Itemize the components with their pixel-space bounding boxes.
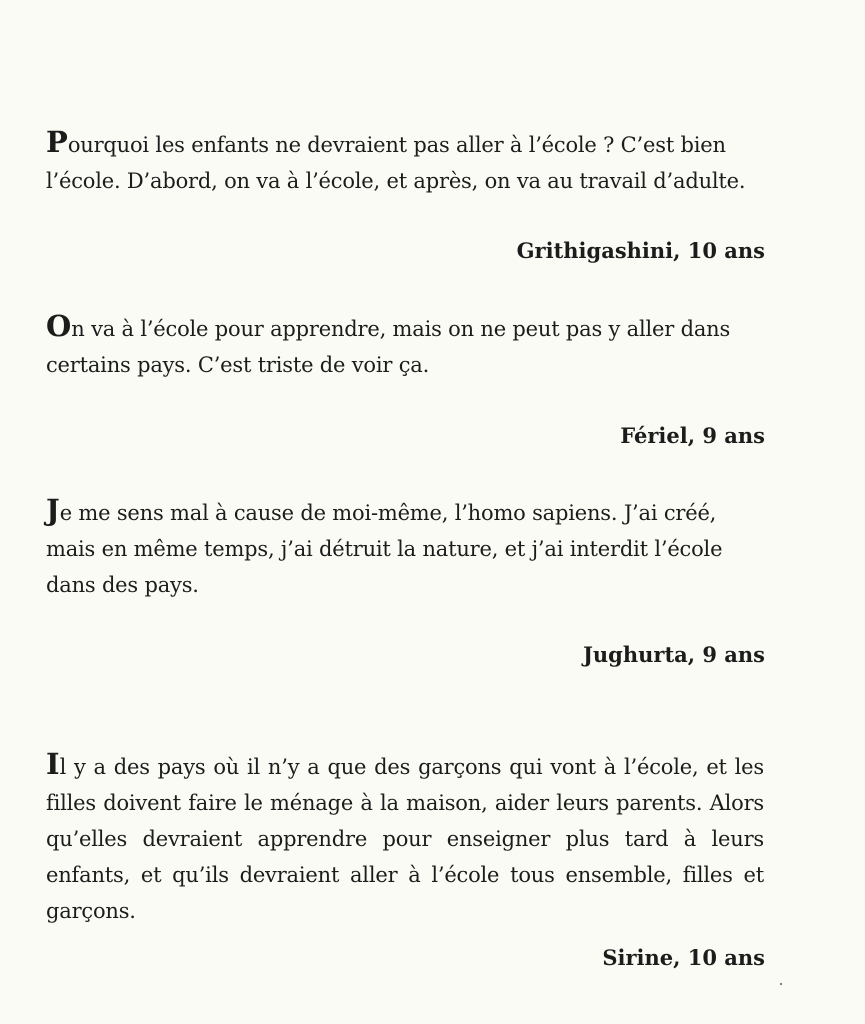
- quote-paragraph: [46, 308, 764, 383]
- quote-text: ourquoi les enfants ne devraient pas aller à l’école ? C’est bien l’école. D’abord, on va à l’école, et après, on va au travail d’adulte.: [46, 133, 746, 193]
- quote-author: Jughurta, 9 ans: [582, 642, 765, 667]
- quote-text: l y a des pays où il n’y a que des garçons qui vont à l’école, et les filles doivent faire le ménage à la maison, aider leurs parents. Alors qu’elles devraient apprendre pour enseigner plus tard à leurs enfants, et qu’ils devraient aller à l’école tous ensemble, filles et garçons.: [46, 755, 764, 923]
- drop-cap: I: [46, 747, 60, 781]
- quote-paragraph: [46, 746, 764, 929]
- drop-cap: O: [46, 309, 72, 343]
- quote-text: n va à l’école pour apprendre, mais on ne peut pas y aller dans certains pays. C’est triste de voir ça.: [46, 317, 731, 377]
- drop-cap: J: [46, 493, 60, 527]
- quote-author: Grithigashini, 10 ans: [516, 238, 765, 263]
- scan-speck: [780, 983, 782, 985]
- quote-paragraph: [46, 124, 764, 199]
- quote-author: Sirine, 10 ans: [602, 945, 765, 970]
- quote-paragraph: [46, 492, 764, 603]
- quote-author: Fériel, 9 ans: [620, 423, 765, 448]
- drop-cap: P: [46, 125, 68, 159]
- quote-text: e me sens mal à cause de moi-même, l’homo sapiens. J’ai créé, mais en même temps, j’ai détruit la nature, et j’ai interdit l’école dans des pays.: [46, 501, 723, 597]
